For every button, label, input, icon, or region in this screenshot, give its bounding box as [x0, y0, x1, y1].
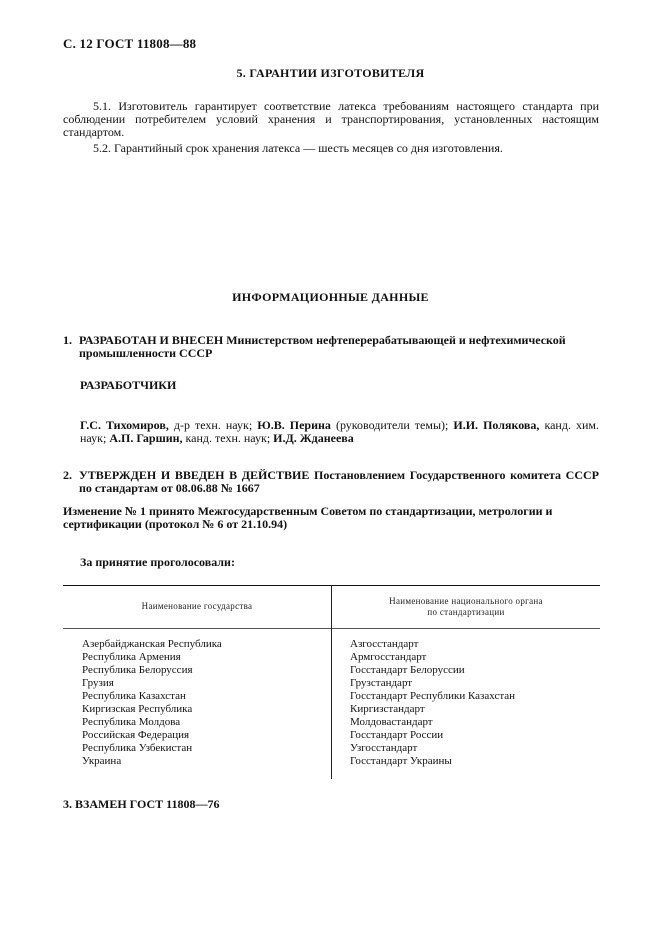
info-item-3: [63, 797, 220, 812]
page-header: С. 12 ГОСТ 11808—88: [63, 36, 197, 51]
info-data-title: ИНФОРМАЦИОННЫЕ ДАННЫЕ: [232, 290, 429, 304]
table-cell-state: Республика Армения: [82, 651, 181, 663]
table-cell-body: Госстандарт России: [350, 729, 444, 741]
table-cell-body: Госстандарт Белоруссии: [350, 664, 465, 676]
table-cell-state: Республика Молдова: [82, 716, 181, 728]
developer-name: Ю.В. Перина: [257, 418, 331, 432]
table-cell-body: Азгосстандарт: [350, 638, 419, 650]
item-number: 2.: [63, 468, 72, 482]
developers-list: [80, 419, 599, 445]
section-title-guarantees: 5. ГАРАНТИИ ИЗГОТОВИТЕЛЯ: [236, 66, 425, 80]
header-line: по стандартизации: [427, 607, 505, 617]
table-cell-state: Республика Казахстан: [82, 690, 186, 702]
developer-name: А.П. Гаршин,: [109, 431, 183, 445]
item-number: 1.: [63, 333, 72, 347]
paragraph-5-1: 5.1. Изготовитель гарантирует соответствие латекса требованиям настоящего стандарта при соблюдении потребителем условий хранения и транспортирования, установленных настоящим стандартом.: [63, 99, 599, 139]
table-cell-body: Госстандарт Украины: [350, 755, 452, 767]
table-column-bodies: [350, 638, 515, 768]
item-text: ВЗАМЕН ГОСТ 11808—76: [75, 797, 220, 811]
developer-name: И.И. Полякова,: [453, 418, 540, 432]
paragraph-5-2: 5.2. Гарантийный срок хранения латекса — шесть месяцев со дня изготовления.: [93, 141, 503, 155]
table-cell-state: Грузия: [82, 677, 114, 689]
developer-role: (руководители темы);: [330, 418, 454, 432]
table-cell-body: Госстандарт Республики Казахстан: [350, 690, 516, 702]
table-cell-state: Республика Белоруссия: [82, 664, 193, 676]
item-text: УТВЕРЖДЕН И ВВЕДЕН В ДЕЙСТВИЕ Постановлением Государственного комитета СССР по стандартам от 08.06.88 № 1667: [79, 468, 599, 495]
table-cell-state: Азербайджанская Республика: [82, 638, 222, 650]
header-line: Наименование национального органа: [389, 596, 543, 606]
table-column-states: [82, 638, 222, 768]
table-cell-body: Грузстандарт: [350, 677, 413, 689]
developer-role: д-р техн. наук;: [168, 418, 258, 432]
table-cell-state: Киргизская Республика: [82, 703, 193, 715]
voted-title: За принятие проголосовали:: [80, 555, 235, 569]
developer-role: канд. хим. наук;: [80, 418, 599, 445]
table-header-state: Наименование государства: [141, 601, 253, 611]
table-cell-body: Молдовастандарт: [350, 716, 433, 728]
item-number: 3.: [63, 797, 72, 811]
table-cell-body: Узгосстандарт: [350, 742, 418, 754]
table-cell-state: Украина: [82, 755, 122, 767]
table-cell-body: Армгосстандарт: [350, 651, 427, 663]
table-cell-body: Киргизстандарт: [350, 703, 425, 715]
item-text: РАЗРАБОТАН И ВНЕСЕН Министерством нефтеперерабатывающей и нефтехимической промышленности СССР: [79, 333, 566, 360]
developer-role: канд. техн. наук;: [182, 431, 274, 445]
table-cell-state: Республика Узбекистан: [82, 742, 193, 754]
developer-name: Г.С. Тихомиров,: [80, 418, 169, 432]
developers-title: РАЗРАБОТЧИКИ: [80, 378, 177, 392]
table-cell-state: Российская Федерация: [82, 729, 190, 741]
developer-name: И.Д. Жданеева: [273, 431, 354, 445]
table-header-body: [332, 596, 600, 618]
amendment-note: Изменение № 1 принято Межгосударственным Советом по стандартизации, метрологии и сертификации (протокол № 6 от 21.10.94): [63, 504, 553, 531]
